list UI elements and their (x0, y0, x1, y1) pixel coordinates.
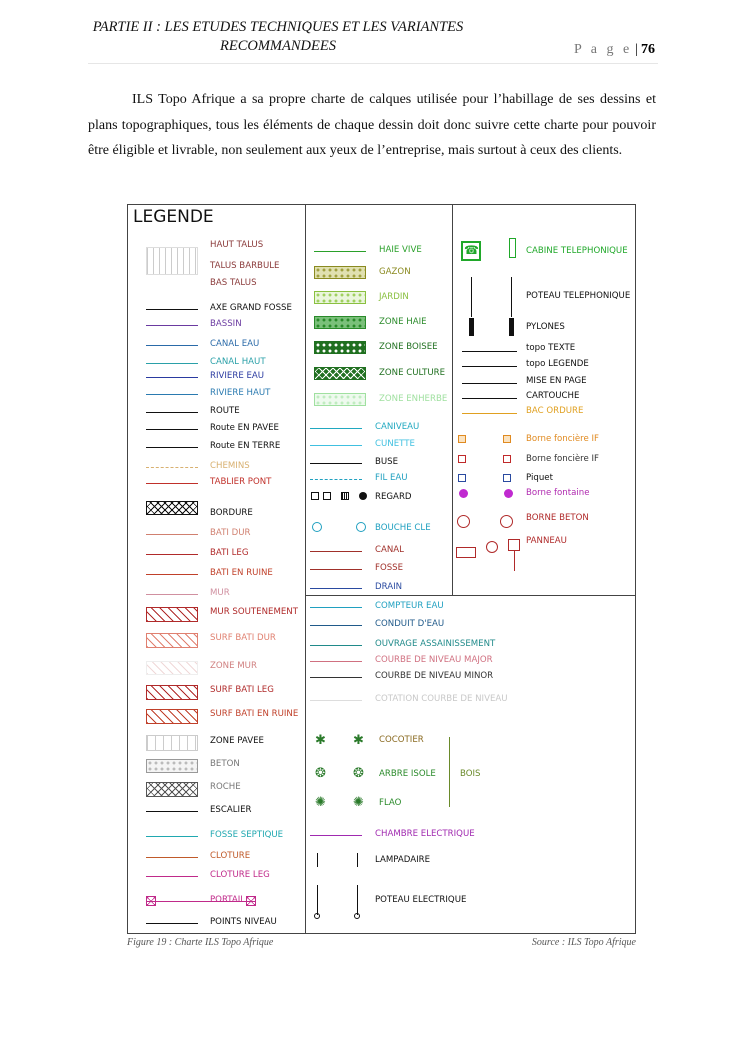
symbol-mur-soutenement (146, 607, 198, 622)
col2-label-12: BOUCHE CLE (375, 523, 431, 533)
symbol-poteau-b-base (354, 913, 360, 919)
symbol-fil-eau (310, 479, 362, 480)
symbol-panneau-post (514, 551, 515, 571)
symbol-bassin (146, 325, 198, 326)
symbol-canal (310, 551, 362, 552)
symbol-haie-vive (314, 251, 366, 252)
symbol-fontaine-b (504, 489, 513, 498)
symbol-mise-en-page (462, 383, 517, 384)
symbol-zone-culture (314, 367, 366, 380)
symbol-beton (146, 759, 198, 773)
legend-title: LEGENDE (133, 207, 214, 227)
col1-label-12: CHEMINS (210, 461, 250, 471)
col1-label-19: MUR SOUTENEMENT (210, 607, 298, 617)
col2-label-7: CANIVEAU (375, 422, 420, 432)
col1-label-17: BATI EN RUINE (210, 568, 273, 578)
symbol-fontaine-a (459, 489, 468, 498)
figure-caption: Figure 19 : Charte ILS Topo Afrique (127, 937, 274, 948)
col3-label-7: BAC ORDURE (526, 406, 584, 416)
col1-label-8: RIVIERE HAUT (210, 388, 271, 398)
symbol-chemins (146, 467, 198, 468)
symbol-arbre-a: ❂ (315, 766, 326, 781)
col2-label-28: POTEAU ELECTRIQUE (375, 895, 467, 905)
symbol-pylone-b (509, 318, 514, 336)
symbol-zone-mur (146, 661, 198, 675)
col3-label-9: Borne foncière IF (526, 454, 599, 464)
symbol-borne-if2-a (458, 455, 466, 463)
symbol-route-terre (146, 447, 198, 448)
col1-label-22: SURF BATI LEG (210, 685, 274, 695)
symbol-conduit (310, 625, 362, 626)
symbol-topo-legende (462, 366, 517, 367)
symbol-bouche-cle-a (312, 522, 322, 532)
col1-label-18: MUR (210, 588, 230, 598)
page-indicator: P a g e | 76 (573, 42, 655, 57)
symbol-route (146, 412, 198, 413)
symbol-zone-haie (314, 316, 366, 329)
col2-label-16: COMPTEUR EAU (375, 601, 444, 611)
symbol-borne-if-a (458, 435, 466, 443)
col3-label-8: Borne foncière IF (526, 434, 599, 444)
symbol-zone-boisee (314, 341, 366, 354)
symbol-tablier (146, 483, 198, 484)
symbol-points-niveau (146, 923, 198, 924)
col3-label-6: CARTOUCHE (526, 391, 580, 401)
col1-label-25: BETON (210, 759, 240, 769)
col2-label-26: CHAMBRE ELECTRIQUE (375, 829, 475, 839)
col2-label-4: ZONE BOISEE (379, 342, 438, 352)
symbol-drain (310, 588, 362, 589)
header-title-line2: RECOMMANDEES (220, 38, 336, 54)
symbol-bois-bracket (449, 737, 450, 807)
symbol-borne-if-b (503, 435, 511, 443)
portail-box-b (246, 896, 256, 906)
symbol-cotation (310, 700, 362, 701)
col1-label-2: BAS TALUS (210, 278, 257, 288)
symbol-cunette (310, 445, 362, 446)
col2-label-13: CANAL (375, 545, 404, 555)
col3-label-4: topo LEGENDE (526, 359, 589, 369)
symbol-fosse-septique (146, 836, 198, 837)
symbol-canal-eau (146, 345, 198, 346)
portail-box-a (146, 896, 156, 906)
symbol-surf-bati-ruine (146, 709, 198, 724)
symbol-bati-ruine (146, 574, 198, 575)
col1-label-16: BATI LEG (210, 548, 249, 558)
col2-label-0: HAIE VIVE (379, 245, 422, 255)
col3-label-3: topo TEXTE (526, 343, 576, 353)
col1-label-28: FOSSE SEPTIQUE (210, 830, 284, 840)
col1-label-6: CANAL HAUT (210, 357, 266, 367)
symbol-panneau-circle (486, 541, 498, 553)
symbol-bati-leg (146, 554, 198, 555)
symbol-cocotier-b: ✱ (353, 733, 364, 748)
symbol-canal-haut (146, 363, 198, 364)
symbol-gazon (314, 266, 366, 279)
symbol-buse (310, 463, 362, 464)
symbol-roche (146, 782, 198, 797)
col2-label-19: COURBE DE NIVEAU MAJOR (375, 655, 493, 665)
col2-label-22: COCOTIER (379, 735, 424, 745)
col2-label-24: BOIS (460, 769, 481, 779)
col1-label-15: BATI DUR (210, 528, 251, 538)
col2-label-9: BUSE (375, 457, 399, 467)
col2-label-14: FOSSE (375, 563, 404, 573)
symbol-borne-beton-b (500, 515, 513, 528)
header-title (38, 18, 518, 56)
col1-label-1: TALUS BARBULE (210, 261, 280, 271)
symbol-topo-texte (462, 351, 517, 352)
symbol-regard-a (311, 492, 319, 500)
symbol-cabine-b (509, 238, 516, 258)
symbol-bati-dur (146, 534, 198, 535)
col1-label-23: SURF BATI EN RUINE (210, 709, 299, 719)
symbol-poteau-b (357, 885, 358, 915)
col2-label-6: ZONE ENHERBE (379, 394, 448, 404)
symbol-cloture (146, 857, 198, 858)
symbol-portail (146, 901, 256, 902)
symbol-zone-pavee (146, 735, 198, 751)
col2-label-25: FLAO (379, 798, 402, 808)
col2-label-18: OUVRAGE ASSAINISSEMENT (375, 639, 496, 649)
symbol-bordure (146, 501, 198, 515)
symbol-riviere-eau (146, 377, 198, 378)
symbol-riviere-haut (146, 394, 198, 395)
symbol-lampadaire-a (317, 853, 318, 867)
col3-label-13: PANNEAU (526, 536, 567, 546)
col2-label-15: DRAIN (375, 582, 403, 592)
symbol-axe (146, 309, 198, 310)
col1-label-27: ESCALIER (210, 805, 252, 815)
legend-divider-1 (305, 205, 306, 933)
col2-label-23: ARBRE ISOLE (379, 769, 436, 779)
page-label: P a g e (573, 42, 633, 57)
col2-label-27: LAMPADAIRE (375, 855, 431, 865)
legend-divider-2 (452, 205, 453, 595)
legend-chart (127, 204, 636, 934)
col3-label-12: BORNE BETON (526, 513, 589, 523)
col1-label-3: AXE GRAND FOSSE (210, 303, 292, 313)
col1-label-9: ROUTE (210, 406, 240, 416)
col2-label-2: JARDIN (379, 292, 409, 302)
col2-label-11: REGARD (375, 492, 412, 502)
symbol-borne-if2-b (503, 455, 511, 463)
symbol-surf-bati-leg (146, 685, 198, 700)
symbol-bac-ordure (462, 413, 517, 414)
col1-label-26: ROCHE (210, 782, 241, 792)
symbol-cabine-glyph: ☎ (464, 243, 479, 257)
symbol-cloture-leg (146, 876, 198, 877)
col3-label-0: CABINE TELEPHONIQUE (526, 246, 628, 256)
symbol-cocotier-a: ✱ (315, 733, 326, 748)
symbol-piquet-b (503, 474, 511, 482)
symbol-poteau-a-base (314, 913, 320, 919)
symbol-poteau-a (317, 885, 318, 915)
col1-label-11: Route EN TERRE (210, 441, 281, 451)
body-paragraph: ILS Topo Afrique a sa propre charte de calques utilisée pour l’habillage de ses dessins et plans topographiques, tous les éléments de chaque dessin doit donc suivre cette charte pour pouvoir être éligible et livrable, non seulement aux yeux de l’entreprise, mais surtout à ceux des clients. (88, 92, 656, 158)
symbol-cartouche (462, 398, 517, 399)
symbol-route-pavee (146, 429, 198, 430)
col1-label-20: SURF BATI DUR (210, 633, 276, 643)
col3-label-1: POTEAU TELEPHONIQUE (526, 291, 631, 301)
col2-label-10: FIL EAU (375, 473, 408, 483)
col2-label-1: GAZON (379, 267, 411, 277)
symbol-pylone-a (469, 318, 474, 336)
symbol-regard-dot (359, 492, 367, 500)
symbol-panneau-square (508, 539, 520, 551)
symbol-ouvrage (310, 645, 362, 646)
col1-label-32: POINTS NIVEAU (210, 917, 277, 927)
symbol-flao-b: ✺ (353, 795, 364, 810)
symbol-chambre-electrique (310, 835, 362, 836)
col3-label-2: PYLONES (526, 322, 565, 332)
symbol-surf-bati-dur (146, 633, 198, 648)
symbol-arbre-b: ❂ (353, 766, 364, 781)
symbol-fosse (310, 569, 362, 570)
symbol-flao-a: ✺ (315, 795, 326, 810)
symbol-piquet-a (458, 474, 466, 482)
col2-label-3: ZONE HAIE (379, 317, 427, 327)
col2-label-21: COTATION COURBE DE NIVEAU (375, 694, 508, 704)
col2-label-8: CUNETTE (375, 439, 415, 449)
col3-label-5: MISE EN PAGE (526, 376, 587, 386)
symbol-compteur-eau (310, 607, 362, 608)
symbol-zone-enherbe (314, 393, 366, 406)
header-title-line1: PARTIE II : LES ETUDES TECHNIQUES ET LES VARIANTES (92, 19, 464, 35)
legend-divider-3 (305, 595, 635, 596)
symbol-panneau-rect (456, 547, 476, 558)
col1-label-29: CLOTURE (210, 851, 251, 861)
header-divider (88, 63, 658, 64)
symbol-escalier (146, 811, 198, 812)
symbol-jardin (314, 291, 366, 304)
symbol-borne-beton-a (457, 515, 470, 528)
symbol-regard-c (341, 492, 349, 500)
col1-label-14: BORDURE (210, 508, 253, 518)
col3-label-10: Piquet (526, 473, 553, 483)
col1-label-24: ZONE PAVEE (210, 736, 264, 746)
col3-label-11: Borne fontaine (526, 488, 590, 498)
symbol-bouche-cle-b (356, 522, 366, 532)
symbol-poteau-tel-b (511, 277, 512, 317)
col1-label-21: ZONE MUR (210, 661, 257, 671)
col2-label-5: ZONE CULTURE (379, 368, 446, 378)
symbol-caniveau (310, 428, 362, 429)
col1-label-10: Route EN PAVEE (210, 423, 279, 433)
symbol-lampadaire-b (357, 853, 358, 867)
talus-icon (146, 247, 198, 275)
col1-label-31: PORTAIL (210, 895, 246, 905)
symbol-regard-b (323, 492, 331, 500)
col1-label-30: CLOTURE LEG (210, 870, 270, 880)
col2-label-17: CONDUIT D'EAU (375, 619, 445, 629)
symbol-courbe-minor (310, 677, 362, 678)
symbol-courbe-major (310, 661, 362, 662)
col1-label-5: CANAL EAU (210, 339, 260, 349)
col2-label-20: COURBE DE NIVEAU MINOR (375, 671, 494, 681)
col1-label-13: TABLIER PONT (210, 477, 272, 487)
col1-label-7: RIVIERE EAU (210, 371, 265, 381)
symbol-poteau-tel-a (471, 277, 472, 317)
page-number: 76 (641, 42, 655, 57)
col1-label-0: HAUT TALUS (210, 240, 264, 250)
symbol-mur (146, 594, 198, 595)
col1-label-4: BASSIN (210, 319, 242, 329)
figure-source: Source : ILS Topo Afrique (531, 937, 636, 948)
